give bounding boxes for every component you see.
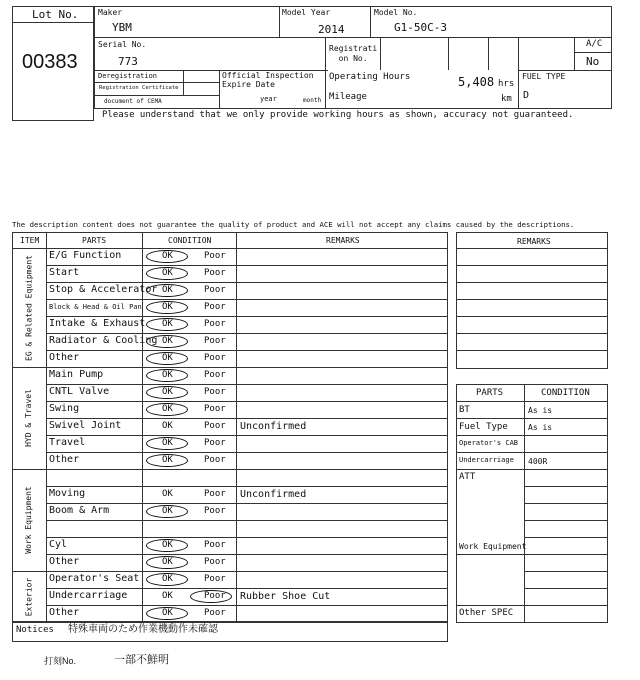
fuel-type-value: D (523, 90, 530, 101)
part-name: Moving (49, 488, 86, 499)
header-condition: CONDITION (168, 236, 212, 245)
ok-option: OK (162, 302, 173, 312)
other-spec-label: Other SPEC (459, 608, 514, 618)
operating-hours-label: Operating Hours (329, 72, 411, 82)
ok-circle (146, 454, 188, 467)
model-no-label: Model No. (374, 8, 418, 17)
poor-circle (190, 590, 232, 603)
ok-option: OK (162, 608, 173, 618)
part-name: Intake & Exhaust (49, 318, 146, 329)
att-label: ATT (459, 472, 476, 482)
poor-option: Poor (204, 557, 226, 567)
part-name: Boom & Arm (49, 505, 110, 516)
part-name: Other (49, 607, 80, 618)
ok-option: OK (162, 251, 173, 261)
ok-option: OK (162, 591, 173, 601)
hours-notice: Please understand that we only provide working hours as shown, accuracy not guaranteed. (102, 110, 574, 120)
month-unit: month (303, 97, 322, 104)
deregistration-label: Deregistration (98, 72, 158, 80)
fuel-type-label: FUEL TYPE (522, 72, 566, 81)
right-parts-label: PARTS (476, 388, 504, 398)
part-name: Operator's Seat (49, 573, 140, 584)
ok-circle (146, 539, 188, 552)
ok-option: OK (162, 404, 173, 414)
ok-option: OK (162, 506, 173, 516)
stamp-value: 一部不鮮明 (114, 654, 169, 666)
poor-option: Poor (204, 591, 226, 601)
ok-circle (146, 352, 188, 365)
ok-circle (146, 267, 188, 280)
group-label: Work Equipment (24, 486, 33, 554)
hrs-unit: hrs (498, 79, 515, 89)
model-no-value: G1-50C-3 (394, 21, 447, 34)
ok-option: OK (162, 319, 173, 329)
group-label: Exterior (24, 577, 33, 616)
group-label: HYD & Travel (24, 389, 33, 447)
part-name: Start (49, 267, 80, 278)
ac-label: A/C (586, 39, 603, 49)
ok-circle (146, 556, 188, 569)
poor-option: Poor (204, 506, 226, 516)
ok-option: OK (162, 489, 173, 499)
header-parts: PARTS (82, 236, 107, 245)
ac-value: No (586, 55, 600, 68)
work-equipment-label: Work Equipment (459, 542, 527, 551)
operating-hours-value: 5,408 (458, 75, 495, 89)
poor-option: Poor (204, 608, 226, 618)
ok-circle (146, 505, 188, 518)
ok-option: OK (162, 353, 173, 363)
part-name: Radiator & Cooling (49, 335, 158, 346)
poor-option: Poor (204, 421, 226, 431)
notices-text: 特殊車両のため作業機動作未確認 (68, 624, 218, 635)
ok-option: OK (162, 387, 173, 397)
cema-label: document of CEMA (104, 98, 162, 105)
remark: Unconfirmed (240, 489, 307, 500)
ok-option: OK (162, 540, 173, 550)
ok-circle (146, 369, 188, 382)
ok-option: OK (162, 455, 173, 465)
inspection-label: Official Inspection Expire Date (222, 71, 314, 89)
ok-circle (146, 335, 188, 348)
poor-option: Poor (204, 387, 226, 397)
notices-label: Notices (16, 625, 54, 635)
group-label: EG & Related Equipment (24, 254, 33, 361)
ok-circle (146, 284, 188, 297)
right-remarks-label: REMARKS (517, 237, 551, 246)
registration-label: Registrati on No. (329, 44, 378, 63)
registration-certificate-label: Registration Certificate (99, 85, 179, 91)
serial-label: Serial No. (98, 40, 147, 49)
right-remarks-box (456, 232, 608, 369)
poor-option: Poor (204, 336, 226, 346)
ok-option: OK (162, 336, 173, 346)
part-name: Other (49, 556, 80, 567)
poor-option: Poor (204, 319, 226, 329)
part-name: Undercarriage (49, 590, 128, 601)
poor-option: Poor (204, 285, 226, 295)
part-name: Cyl (49, 539, 68, 550)
poor-option: Poor (204, 302, 226, 312)
right-part-name: Operator's CAB (459, 439, 519, 447)
part-name: Other (49, 454, 80, 465)
ok-option: OK (162, 421, 173, 431)
poor-option: Poor (204, 540, 226, 550)
right-condition-value: As is (528, 406, 553, 415)
poor-option: Poor (204, 268, 226, 278)
ok-circle (146, 437, 188, 450)
poor-option: Poor (204, 353, 226, 363)
part-name: Swivel Joint (49, 420, 122, 431)
part-name: Block & Head & Oil Pan (49, 303, 142, 311)
disclaimer: The description content does not guarantee the quality of product and ACE will not accept any claims caused by the descriptions. (12, 220, 575, 229)
right-part-name: Undercarriage (459, 456, 514, 464)
stamp-label: 打刻No. (44, 656, 77, 666)
ok-circle (146, 386, 188, 399)
model-year-value: 2014 (318, 23, 345, 36)
km-unit: km (501, 94, 512, 104)
maker-label: Maker (98, 8, 123, 17)
poor-option: Poor (204, 438, 226, 448)
part-name: CNTL Valve (49, 386, 110, 397)
poor-option: Poor (204, 489, 226, 499)
maker-value: YBM (112, 21, 132, 34)
ok-option: OK (162, 370, 173, 380)
poor-option: Poor (204, 404, 226, 414)
ok-circle (146, 573, 188, 586)
serial-value: 773 (118, 55, 138, 68)
poor-option: Poor (204, 574, 226, 584)
right-condition-label: CONDITION (541, 388, 590, 398)
remark: Unconfirmed (240, 421, 307, 432)
part-name: Swing (49, 403, 80, 414)
ok-circle (146, 301, 188, 314)
part-name: Stop & Accelerator (49, 284, 158, 295)
part-name: E/G Function (49, 250, 122, 261)
ok-circle (146, 607, 188, 620)
right-condition-value: As is (528, 423, 553, 432)
part-name: Travel (49, 437, 86, 448)
right-part-name: BT (459, 405, 470, 415)
lot-label: Lot No. (32, 8, 79, 21)
header-remarks: REMARKS (326, 236, 360, 245)
right-condition-value: 400R (528, 457, 548, 466)
part-name: Main Pump (49, 369, 104, 380)
ok-option: OK (162, 285, 173, 295)
mileage-label: Mileage (329, 92, 367, 102)
ok-circle (146, 250, 188, 263)
ok-option: OK (162, 574, 173, 584)
ok-option: OK (162, 557, 173, 567)
right-part-name: Fuel Type (459, 422, 508, 432)
header-item: ITEM (20, 236, 40, 245)
poor-option: Poor (204, 251, 226, 261)
part-name: Other (49, 352, 80, 363)
model-year-label: Model Year (282, 8, 331, 17)
poor-option: Poor (204, 370, 226, 380)
remark: Rubber Shoe Cut (240, 591, 331, 602)
ok-circle (146, 403, 188, 416)
ok-circle (146, 318, 188, 331)
ok-option: OK (162, 268, 173, 278)
poor-option: Poor (204, 455, 226, 465)
lot-number: 00383 (22, 51, 78, 73)
ok-option: OK (162, 438, 173, 448)
year-unit: year (260, 95, 277, 103)
